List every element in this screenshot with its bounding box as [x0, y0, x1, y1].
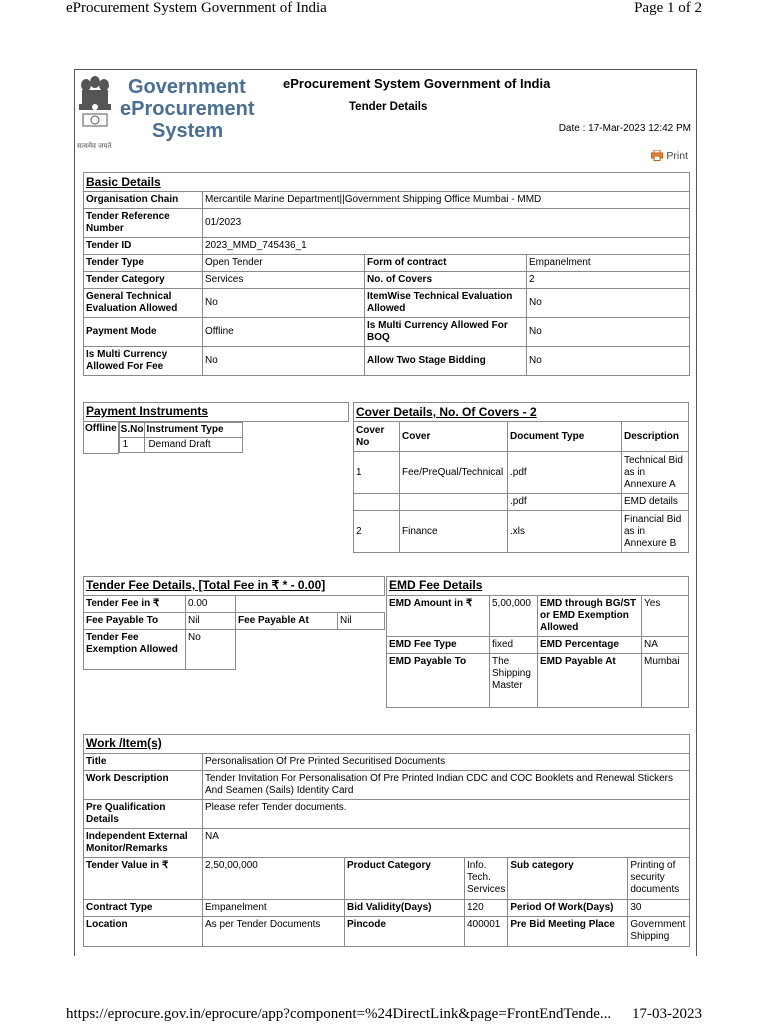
work-items-table — [83, 734, 690, 947]
basic-details-heading: Basic Details — [84, 173, 690, 192]
two-stage-label: Allow Two Stage Bidding — [365, 347, 527, 376]
fee-exemption-value: No — [186, 630, 236, 670]
print-label: Print — [666, 150, 688, 162]
print-footer-url: https://eprocure.gov.in/eprocure/app?component=%24DirectLink&page=FrontEndTende... — [66, 1006, 612, 1022]
logo-line-system: System — [152, 120, 224, 142]
system-title: eProcurement System Government of India — [283, 76, 551, 91]
work-description-label: Work Description — [84, 771, 203, 800]
gte-label: General Technical Evaluation Allowed — [84, 289, 203, 318]
instrument-sno-header: S.No — [119, 423, 145, 438]
cover-name: Finance — [400, 511, 508, 553]
emd-payable-to-label: EMD Payable To — [387, 654, 490, 708]
mc-boq-value: No — [527, 318, 690, 347]
basic-details-section — [83, 172, 690, 376]
cover-description: Technical Bid as in Annexure A — [622, 452, 689, 494]
payment-instruments-table — [83, 402, 349, 454]
sub-category-label: Sub category — [508, 858, 628, 900]
emd-fee-heading: EMD Fee Details — [387, 577, 689, 596]
payment-mode-label: Payment Mode — [84, 318, 203, 347]
mc-fee-label: Is Multi Currency Allowed For Fee — [84, 347, 203, 376]
basic-details-table — [83, 172, 690, 376]
emd-fee-type-label: EMD Fee Type — [387, 637, 490, 654]
tender-ref-value: 01/2023 — [203, 209, 690, 238]
emd-through-label: EMD through BG/ST or EMD Exemption Allowed — [538, 596, 642, 637]
no-covers-label: No. of Covers — [365, 272, 527, 289]
payment-mode-cell: Offline — [84, 422, 119, 454]
instrument-type: Demand Draft — [145, 438, 242, 453]
period-work-label: Period Of Work(Days) — [508, 900, 628, 917]
emblem-caption: सत्यमेव जयते — [77, 142, 112, 150]
emd-fee-type-value: fixed — [490, 637, 538, 654]
form-contract-value: Empanelment — [527, 255, 690, 272]
tender-category-value: Services — [203, 272, 365, 289]
period-work-value: 30 — [628, 900, 690, 917]
two-stage-value: No — [527, 347, 690, 376]
form-contract-label: Form of contract — [365, 255, 527, 272]
fee-payable-to-value: Nil — [186, 613, 236, 630]
payment-mode-value: Offline — [203, 318, 365, 347]
tender-fee-section — [83, 576, 385, 670]
cover-doc-type: .pdf — [508, 494, 622, 511]
cover-details-heading: Cover Details, No. Of Covers - 2 — [354, 403, 689, 422]
sub-category-value: Printing of security documents — [628, 858, 690, 900]
work-description-value: Tender Invitation For Personalisation Of Pre Printed Indian CDC and COC Booklets and Renewal Stickers And Seamen (Sails) Identity Card — [203, 771, 690, 800]
table-row — [119, 438, 242, 453]
tender-ref-label: Tender Reference Number — [84, 209, 203, 238]
work-title-label: Title — [84, 754, 203, 771]
tender-type-value: Open Tender — [203, 255, 365, 272]
description-header: Description — [622, 422, 689, 452]
emd-payable-at-value: Mumbai — [642, 654, 689, 708]
location-value: As per Tender Documents — [203, 917, 345, 947]
print-page-number: Page 1 of 2 — [634, 0, 702, 16]
cover-no: 2 — [354, 511, 400, 553]
instrument-type-header: Instrument Type — [145, 423, 242, 438]
print-link[interactable] — [651, 150, 688, 162]
prequal-label: Pre Qualification Details — [84, 800, 203, 829]
national-emblem-icon — [75, 72, 115, 150]
prebid-place-label: Pre Bid Meeting Place — [508, 917, 628, 947]
cover-name: Fee/PreQual/Technical — [400, 452, 508, 494]
tender-fee-table — [83, 576, 385, 670]
fee-payable-to-label: Fee Payable To — [84, 613, 186, 630]
org-chain-value: Mercantile Marine Department||Government Shipping Office Mumbai - MMD — [203, 192, 690, 209]
table-row — [354, 494, 689, 511]
cover-description: EMD details — [622, 494, 689, 511]
tender-type-label: Tender Type — [84, 255, 203, 272]
mc-fee-value: No — [203, 347, 365, 376]
cover-no — [354, 494, 400, 511]
page-title: Tender Details — [349, 101, 428, 113]
no-covers-value: 2 — [527, 272, 690, 289]
location-label: Location — [84, 917, 203, 947]
iwt-value: No — [527, 289, 690, 318]
fee-exemption-label: Tender Fee Exemption Allowed — [84, 630, 186, 670]
pincode-label: Pincode — [345, 917, 465, 947]
tender-id-label: Tender ID — [84, 238, 203, 255]
product-category-value: Info. Tech. Services — [465, 858, 508, 900]
cover-name — [400, 494, 508, 511]
cover-doc-type: .xls — [508, 511, 622, 553]
bid-validity-value: 120 — [465, 900, 508, 917]
payment-instruments-heading: Payment Instruments — [84, 403, 349, 422]
tender-document — [74, 69, 697, 956]
product-category-label: Product Category — [345, 858, 465, 900]
mc-boq-label: Is Multi Currency Allowed For BOQ — [365, 318, 527, 347]
fee-payable-at-label: Fee Payable At — [236, 613, 338, 630]
tender-fee-heading: Tender Fee Details, [Total Fee in ₹ * - 0.00] — [84, 577, 385, 596]
iwt-label: ItemWise Technical Evaluation Allowed — [365, 289, 527, 318]
emd-amount-value: 5,00,000 — [490, 596, 538, 637]
cover-header: Cover — [400, 422, 508, 452]
instrument-sno: 1 — [119, 438, 145, 453]
cover-details-section — [353, 402, 689, 553]
emd-percentage-label: EMD Percentage — [538, 637, 642, 654]
table-row — [354, 511, 689, 553]
emd-payable-to-value: The Shipping Master — [490, 654, 538, 708]
printer-icon — [651, 150, 663, 161]
iem-label: Independent External Monitor/Remarks — [84, 829, 203, 858]
cover-doc-type: .pdf — [508, 452, 622, 494]
instrument-list-table — [119, 422, 243, 453]
emd-fee-table — [386, 576, 689, 708]
table-row — [354, 452, 689, 494]
gte-value: No — [203, 289, 365, 318]
org-chain-label: Organisation Chain — [84, 192, 203, 209]
emd-payable-at-label: EMD Payable At — [538, 654, 642, 708]
cover-description: Financial Bid as in Annexure B — [622, 511, 689, 553]
emd-fee-section — [386, 576, 689, 708]
contract-type-value: Empanelment — [203, 900, 345, 917]
emd-amount-label: EMD Amount in ₹ — [387, 596, 490, 637]
print-header-title: eProcurement System Government of India — [66, 0, 327, 16]
report-date: Date : 17-Mar-2023 12:42 PM — [558, 123, 691, 134]
logo-line-government: Government — [128, 76, 246, 98]
iem-value: NA — [203, 829, 690, 858]
tender-value-value: 2,50,00,000 — [203, 858, 345, 900]
tender-id-value: 2023_MMD_745436_1 — [203, 238, 690, 255]
prequal-value: Please refer Tender documents. — [203, 800, 690, 829]
logo-line-eprocurement: eProcurement — [120, 98, 255, 120]
emd-percentage-value: NA — [642, 637, 689, 654]
work-title-value: Personalisation Of Pre Printed Securitised Documents — [203, 754, 690, 771]
tender-fee-label: Tender Fee in ₹ — [84, 596, 186, 613]
work-items-section — [83, 734, 690, 947]
print-footer-date: 17-03-2023 — [632, 1006, 702, 1022]
prebid-place-value: Government Shipping — [628, 917, 690, 947]
bid-validity-label: Bid Validity(Days) — [345, 900, 465, 917]
work-items-heading: Work /Item(s) — [84, 735, 690, 754]
cover-no: 1 — [354, 452, 400, 494]
emd-through-value: Yes — [642, 596, 689, 637]
fee-payable-at-value: Nil — [338, 613, 385, 630]
tender-value-label: Tender Value in ₹ — [84, 858, 203, 900]
cover-no-header: Cover No — [354, 422, 400, 452]
tender-category-label: Tender Category — [84, 272, 203, 289]
contract-type-label: Contract Type — [84, 900, 203, 917]
gep-logo — [75, 70, 265, 150]
document-type-header: Document Type — [508, 422, 622, 452]
tender-fee-value: 0.00 — [186, 596, 236, 613]
pincode-value: 400001 — [465, 917, 508, 947]
payment-instruments-section — [83, 402, 349, 454]
cover-details-table — [353, 402, 689, 553]
